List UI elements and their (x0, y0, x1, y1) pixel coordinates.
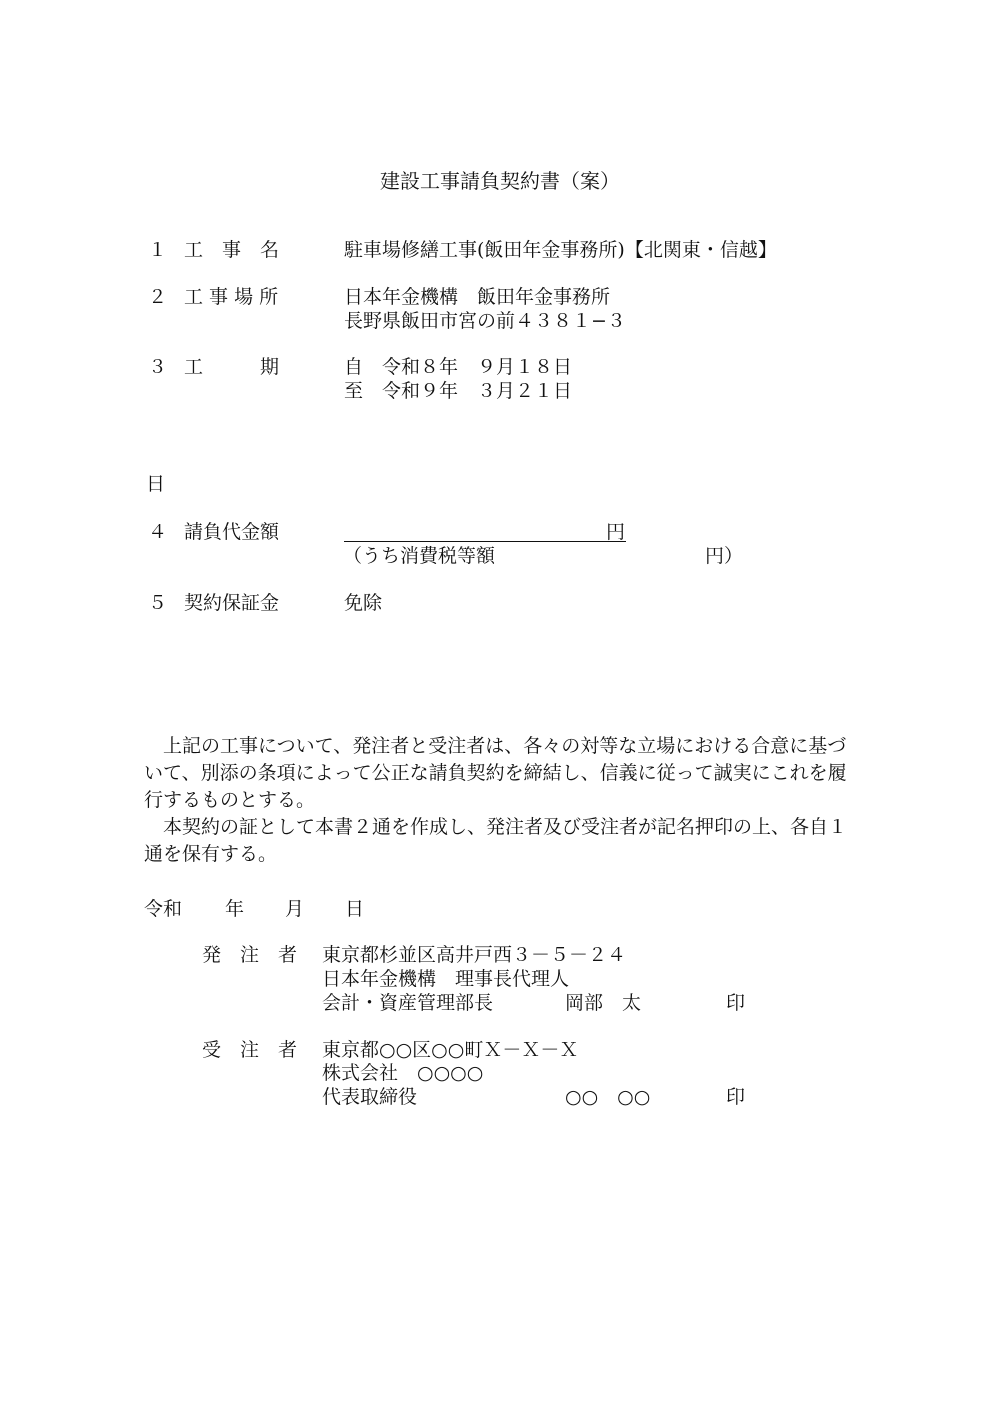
item-3-line-2: 至 令和９年 ３月２１日 (344, 380, 573, 402)
orderer-label: 発 注 者 (202, 944, 298, 966)
body-text (144, 733, 864, 868)
date-era: 令和 (144, 898, 183, 920)
date-month: 月 (285, 898, 305, 920)
item-2-line-1: 日本年金機構 飯田年金事務所 (344, 286, 611, 308)
item-3-number: ３ (148, 356, 168, 378)
orderer-seal: 印 (726, 992, 746, 1014)
item-5-value: 免除 (344, 592, 383, 614)
contractor-company: 株式会社 ○○○○ (322, 1062, 484, 1084)
item-2-label: 工 事 場 所 (184, 286, 279, 308)
contractor-seal: 印 (726, 1086, 746, 1108)
item-3-line-1: 自 令和８年 ９月１８日 (344, 356, 573, 378)
amount-underline (344, 541, 626, 542)
orderer-address: 東京都杉並区高井戸西３－５－２４ (322, 944, 627, 966)
document-title: 建設工事請負契約書（案） (380, 169, 620, 193)
item-5-label: 契約保証金 (184, 592, 280, 614)
item-4-number: ４ (148, 521, 168, 543)
item-1-value: 駐車場修繕工事(飯田年金事務所)【北関東・信越】 (344, 239, 777, 261)
stray-day-text: 日 (146, 473, 166, 495)
body-paragraph-2: 本契約の証として本書２通を作成し、発注者及び受注者が記名押印の上、各自１通を保有する。 (144, 816, 848, 865)
date-year: 年 (225, 898, 245, 920)
orderer-name: 岡部 太 (565, 992, 642, 1014)
orderer-title: 会計・資産管理部長 (322, 992, 494, 1014)
item-2-line-2: 長野県飯田市宮の前４３８１−３ (344, 310, 626, 332)
contractor-address: 東京都○○区○○町Ｘ－Ｘ－Ｘ (322, 1039, 579, 1061)
item-1-label: 工 事 名 (184, 239, 280, 261)
item-5-number: ５ (148, 592, 168, 614)
contractor-title: 代表取締役 (322, 1086, 418, 1108)
orderer-org: 日本年金機構 理事長代理人 (322, 968, 570, 990)
date-day: 日 (345, 898, 365, 920)
item-4-label: 請負代金額 (184, 521, 280, 543)
item-4-tax-yen: 円） (705, 545, 744, 567)
body-paragraph-1: 上記の工事について、発注者と受注者は、各々の対等な立場における合意に基づいて、別添の条項によって公正な請負契約を締結し、信義に従って誠実にこれを履行するものとする。 (144, 735, 847, 811)
contractor-name: ○○ ○○ (565, 1086, 651, 1108)
contractor-label: 受 注 者 (202, 1039, 298, 1061)
item-3-label: 工 期 (184, 356, 280, 378)
item-1-number: １ (148, 239, 168, 261)
item-4-yen: 円 (606, 521, 626, 543)
item-4-tax-label: （うち消費税等額 (343, 545, 496, 567)
item-2-number: ２ (148, 286, 168, 308)
